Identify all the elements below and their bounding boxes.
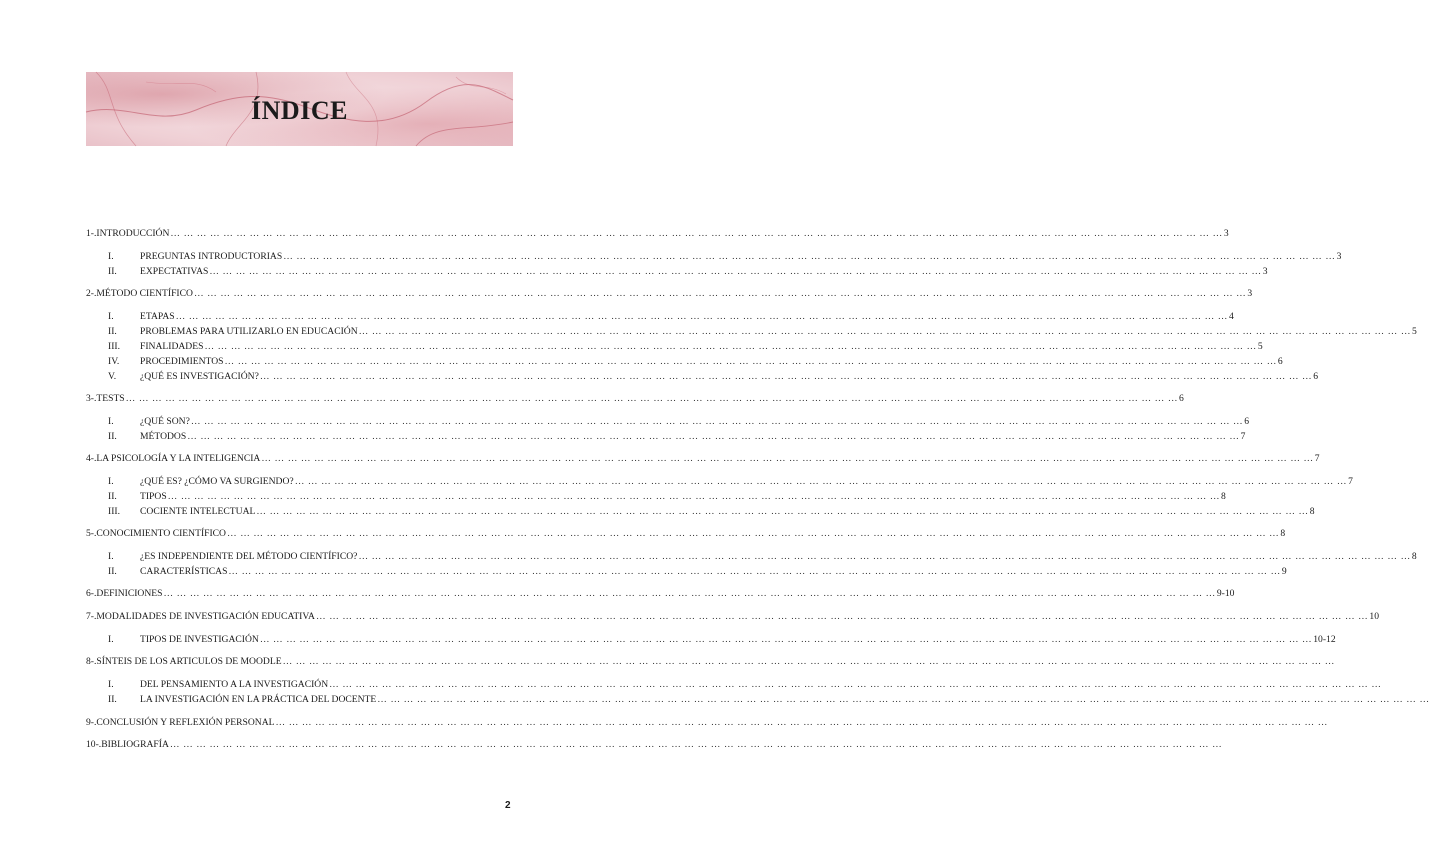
toc-leader-dots: … … … … … … … … … … … … … … … … … … … … … … … … … … … … … … … … … … … … … … … … … … … … … … … … … … … … … … … … … … … … … … … … … … … … … … … … … … … … … … … … <box>175 311 1228 322</box>
toc-subentry <box>108 311 1234 325</box>
toc-leader-dots: … … … … … … … … … … … … … … … … … … … … … … … … … … … … … … … … … … … … … … … … … … … … … … … … … … … … … … … … … … … … … … … … … … … … … … … … … … … … … … … … <box>358 326 1412 337</box>
toc-label: ETAPAS <box>140 311 175 322</box>
toc-leader-dots: … … … … … … … … … … … … … … … … … … … … … … … … … … … … … … … … … … … … … … … … … … … … … … … … … … … … … … … … … … … … … … … … … … … … … … … … … … … … … … … … <box>377 694 1430 705</box>
toc-label: SÍNTEIS DE LOS ARTICULOS DE MOODLE <box>96 656 282 667</box>
title-banner <box>86 72 513 146</box>
toc-page: 7 <box>1348 476 1353 487</box>
toc-number: 9-. <box>86 717 97 728</box>
toc-label: BIBLIOGRAFÍA <box>101 739 169 750</box>
toc-page: 7 <box>1240 431 1246 442</box>
toc-number: I. <box>108 679 114 690</box>
toc-label: FINALIDADES <box>140 341 204 352</box>
toc-number: II. <box>108 694 117 705</box>
toc-entry <box>86 588 1235 602</box>
toc-leader-dots: … … … … … … … … … … … … … … … … … … … … … … … … … … … … … … … … … … … … … … … … … … … … … … … … … … … … … … … … … … … … … … … … … … … … … … … … … … … … … … … … <box>187 431 1240 442</box>
toc-leader-dots: … … … … … … … … … … … … … … … … … … … … … … … … … … … … … … … … … … … … … … … … … … … … … … … … … … … … … … … … … … … … … … … … … … … … … … … … … … … … … … … … <box>261 453 1314 464</box>
toc-entry <box>86 717 1328 731</box>
toc-leader-dots: … … … … … … … … … … … … … … … … … … … … … … … … … … … … … … … … … … … … … … … … … … … … … … … … … … … … … … … … … … … … … … … … … … … … … … … … … … … … … … … … <box>283 251 1336 262</box>
toc-number: I. <box>108 416 114 427</box>
toc-leader-dots: … … … … … … … … … … … … … … … … … … … … … … … … … … … … … … … … … … … … … … … … … … … … … … … … … … … … … … … … … … … … … … … … … … … … … … … … … … … … … … … … <box>167 491 1221 502</box>
toc-page: 3 <box>1336 251 1342 262</box>
toc-entry <box>86 528 1286 542</box>
toc-entry <box>86 739 1223 753</box>
toc-label: COCIENTE INTELECTUAL <box>140 506 256 517</box>
toc-label: DEFINICIONES <box>96 588 163 599</box>
toc-page: 9-10 <box>1216 588 1235 599</box>
toc-page: 8 <box>1309 506 1315 517</box>
toc-page: 6 <box>1244 416 1250 427</box>
toc-leader-dots: … … … … … … … … … … … … … … … … … … … … … … … … … … … … … … … … … … … … … … … … … … … … … … … … … … … … … … … … … … … … … … … … … … … … … … … … … … … … … … … … <box>190 416 1244 427</box>
toc-leader-dots: … … … … … … … … … … … … … … … … … … … … … … … … … … … … … … … … … … … … … … … … … … … … … … … … … … … … … … … … … … … … … … … … … … … … … … … … … … … … … … … … <box>228 566 1281 577</box>
toc-number: 8-. <box>86 656 97 667</box>
toc-label: TIPOS DE INVESTIGACIÓN <box>140 634 259 645</box>
toc-entry <box>86 453 1320 467</box>
toc-leader-dots: … … … … … … … … … … … … … … … … … … … … … … … … … … … … … … … … … … … … … … … … … … … … … … … … … … … … … … … … … … … … … … … … … … … … … … … … … … … … … … … … <box>275 717 1328 728</box>
toc-page: 4 <box>1229 311 1234 322</box>
toc-leader-dots: … … … … … … … … … … … … … … … … … … … … … … … … … … … … … … … … … … … … … … … … … … … … … … … … … … … … … … … … … … … … … … … … … … … … … … … … … … … … … … … … <box>170 228 1223 239</box>
toc-number: I. <box>108 476 114 487</box>
toc-page: 8 <box>1280 528 1286 539</box>
toc-number: I. <box>108 634 114 645</box>
toc-page: 5 <box>1412 326 1417 337</box>
toc-label: PROBLEMAS PARA UTILIZARLO EN EDUCACIÓN <box>140 326 358 337</box>
toc-number: III. <box>108 341 120 352</box>
toc-entry <box>86 611 1379 625</box>
toc-leader-dots: … … … … … … … … … … … … … … … … … … … … … … … … … … … … … … … … … … … … … … … … … … … … … … … … … … … … … … … … … … … … … … … … … … … … … … … … … … … … … … … … <box>316 611 1369 622</box>
toc-label: ¿QUÉ ES? ¿CÓMO VA SURGIENDO? <box>140 476 294 487</box>
toc-number: 6-. <box>86 588 97 599</box>
toc-number: 5-. <box>86 528 97 539</box>
toc-label: EXPECTATIVAS <box>140 266 209 277</box>
toc-leader-dots: … … … … … … … … … … … … … … … … … … … … … … … … … … … … … … … … … … … … … … … … … … … … … … … … … … … … … … … … … … … … … … … … … … … … … … … … … … … … … … … … <box>193 288 1247 299</box>
toc-number: III. <box>108 506 120 517</box>
toc-subentry <box>108 251 1342 265</box>
toc-label: TIPOS <box>140 491 167 502</box>
toc-number: II. <box>108 326 117 337</box>
toc-subentry <box>108 679 1382 693</box>
toc-page: 8 <box>1411 551 1417 562</box>
toc-leader-dots: … … … … … … … … … … … … … … … … … … … … … … … … … … … … … … … … … … … … … … … … … … … … … … … … … … … … … … … … … … … … … … … … … … … … … … … … … … … … … … … … <box>227 528 1280 539</box>
toc-label: PREGUNTAS INTRODUCTORIAS <box>140 251 283 262</box>
toc-number: 10-. <box>86 739 102 750</box>
toc-label: LA PSICOLOGÍA Y LA INTELIGENCIA <box>96 453 261 464</box>
toc-number: II. <box>108 431 117 442</box>
toc-number: V. <box>108 371 117 382</box>
toc-page: 6 <box>1313 371 1319 382</box>
toc-page: 3 <box>1247 288 1253 299</box>
toc-entry <box>86 288 1253 302</box>
toc-label: MÉTODO CIENTÍFICO <box>96 288 193 299</box>
toc-entry <box>86 228 1229 242</box>
toc-label: MÉTODOS <box>140 431 187 442</box>
toc-label: TESTS <box>96 393 125 404</box>
toc-page: 6 <box>1277 356 1283 367</box>
toc-label: PROCEDIMIENTOS <box>140 356 224 367</box>
toc-leader-dots: … … … … … … … … … … … … … … … … … … … … … … … … … … … … … … … … … … … … … … … … … … … … … … … … … … … … … … … … … … … … … … … … … … … … … … … … … … … … … … … … <box>204 341 1257 352</box>
toc-number: I. <box>108 251 114 262</box>
toc-label: CONOCIMIENTO CIENTÍFICO <box>96 528 226 539</box>
toc-label: LA INVESTIGACIÓN EN LA PRÁCTICA DEL DOCENTE <box>140 694 377 705</box>
toc-leader-dots: … … … … … … … … … … … … … … … … … … … … … … … … … … … … … … … … … … … … … … … … … … … … … … … … … … … … … … … … … … … … … … … … … … … … … … … … … … … … … … … … <box>358 551 1411 562</box>
toc-label: CARACTERÍSTICAS <box>140 566 228 577</box>
page-number: 2 <box>505 800 511 811</box>
toc-label: DEL PENSAMIENTO A LA INVESTIGACIÓN <box>140 679 329 690</box>
toc-number: II. <box>108 491 117 502</box>
toc-page: 10 <box>1369 611 1379 622</box>
toc-label: MODALIDADES DE INVESTIGACIÓN EDUCATIVA <box>96 611 315 622</box>
toc-leader-dots: … … … … … … … … … … … … … … … … … … … … … … … … … … … … … … … … … … … … … … … … … … … … … … … … … … … … … … … … … … … … … … … … … … … … … … … … … … … … … … … … <box>259 634 1313 645</box>
index-title: ÍNDICE <box>251 96 348 125</box>
toc-page: 5 <box>1257 341 1263 352</box>
toc-number: 1-. <box>86 228 97 239</box>
toc-page: 6 <box>1179 393 1184 404</box>
toc-leader-dots: … … … … … … … … … … … … … … … … … … … … … … … … … … … … … … … … … … … … … … … … … … … … … … … … … … … … … … … … … … … … … … … … … … … … … … … … … … … … … … … … <box>294 476 1348 487</box>
toc-subentry <box>108 694 1430 708</box>
toc-label: CONCLUSIÓN Y REFLEXIÓN PERSONAL <box>96 717 275 728</box>
toc-subentry <box>108 416 1250 430</box>
toc-subentry <box>108 551 1417 565</box>
toc-number: 2-. <box>86 288 97 299</box>
toc-page: 3 <box>1223 228 1229 239</box>
toc-page: 8 <box>1221 491 1226 502</box>
toc-subentry <box>108 266 1268 280</box>
toc-subentry <box>108 634 1336 648</box>
toc-page: 10-12 <box>1313 634 1336 645</box>
toc-entry <box>86 393 1184 407</box>
toc-number: IV. <box>108 356 120 367</box>
toc-subentry <box>108 491 1226 505</box>
toc-subentry <box>108 341 1263 355</box>
toc-label: ¿ES INDEPENDIENTE DEL MÉTODO CIENTÍFICO? <box>140 551 358 562</box>
toc-number: I. <box>108 551 114 562</box>
toc-leader-dots: … … … … … … … … … … … … … … … … … … … … … … … … … … … … … … … … … … … … … … … … … … … … … … … … … … … … … … … … … … … … … … … … … … … … … … … … … … … … … … … … <box>259 371 1313 382</box>
toc-number: 7-. <box>86 611 97 622</box>
toc-page: 9 <box>1281 566 1287 577</box>
toc-number: II. <box>108 266 117 277</box>
toc-leader-dots: … … … … … … … … … … … … … … … … … … … … … … … … … … … … … … … … … … … … … … … … … … … … … … … … … … … … … … … … … … … … … … … … … … … … … … … … … … … … … … … … <box>169 739 1223 750</box>
toc-subentry <box>108 506 1315 520</box>
toc-leader-dots: … … … … … … … … … … … … … … … … … … … … … … … … … … … … … … … … … … … … … … … … … … … … … … … … … … … … … … … … … … … … … … … … … … … … … … … … … … … … … … … … <box>224 356 1277 367</box>
toc-subentry <box>108 371 1319 385</box>
toc-subentry <box>108 566 1287 580</box>
toc-leader-dots: … … … … … … … … … … … … … … … … … … … … … … … … … … … … … … … … … … … … … … … … … … … … … … … … … … … … … … … … … … … … … … … … … … … … … … … … … … … … … … … … <box>329 679 1382 690</box>
toc-number: I. <box>108 311 114 322</box>
toc-leader-dots: … … … … … … … … … … … … … … … … … … … … … … … … … … … … … … … … … … … … … … … … … … … … … … … … … … … … … … … … … … … … … … … … … … … … … … … … … … … … … … … … <box>209 266 1262 277</box>
toc-number: II. <box>108 566 117 577</box>
toc-leader-dots: … … … … … … … … … … … … … … … … … … … … … … … … … … … … … … … … … … … … … … … … … … … … … … … … … … … … … … … … … … … … … … … … … … … … … … … … … … … … … … … … <box>282 656 1335 667</box>
toc-leader-dots: … … … … … … … … … … … … … … … … … … … … … … … … … … … … … … … … … … … … … … … … … … … … … … … … … … … … … … … … … … … … … … … … … … … … … … … … … … … … … … … … <box>256 506 1309 517</box>
toc-subentry <box>108 431 1246 445</box>
toc-leader-dots: … … … … … … … … … … … … … … … … … … … … … … … … … … … … … … … … … … … … … … … … … … … … … … … … … … … … … … … … … … … … … … … … … … … … … … … … … … … … … … … … <box>163 588 1216 599</box>
toc-page: 7 <box>1314 453 1320 464</box>
toc-subentry <box>108 356 1283 370</box>
toc-subentry <box>108 476 1353 490</box>
toc-label: ¿QUÉ ES INVESTIGACIÓN? <box>140 371 259 382</box>
toc-page: 3 <box>1262 266 1268 277</box>
toc-label: INTRODUCCIÓN <box>96 228 170 239</box>
toc-subentry <box>108 326 1417 340</box>
toc-leader-dots: … … … … … … … … … … … … … … … … … … … … … … … … … … … … … … … … … … … … … … … … … … … … … … … … … … … … … … … … … … … … … … … … … … … … … … … … … … … … … … … … <box>125 393 1179 404</box>
toc-label: ¿QUÉ SON? <box>140 416 190 427</box>
toc-number: 4-. <box>86 453 97 464</box>
toc-number: 3-. <box>86 393 97 404</box>
toc-entry <box>86 656 1335 670</box>
